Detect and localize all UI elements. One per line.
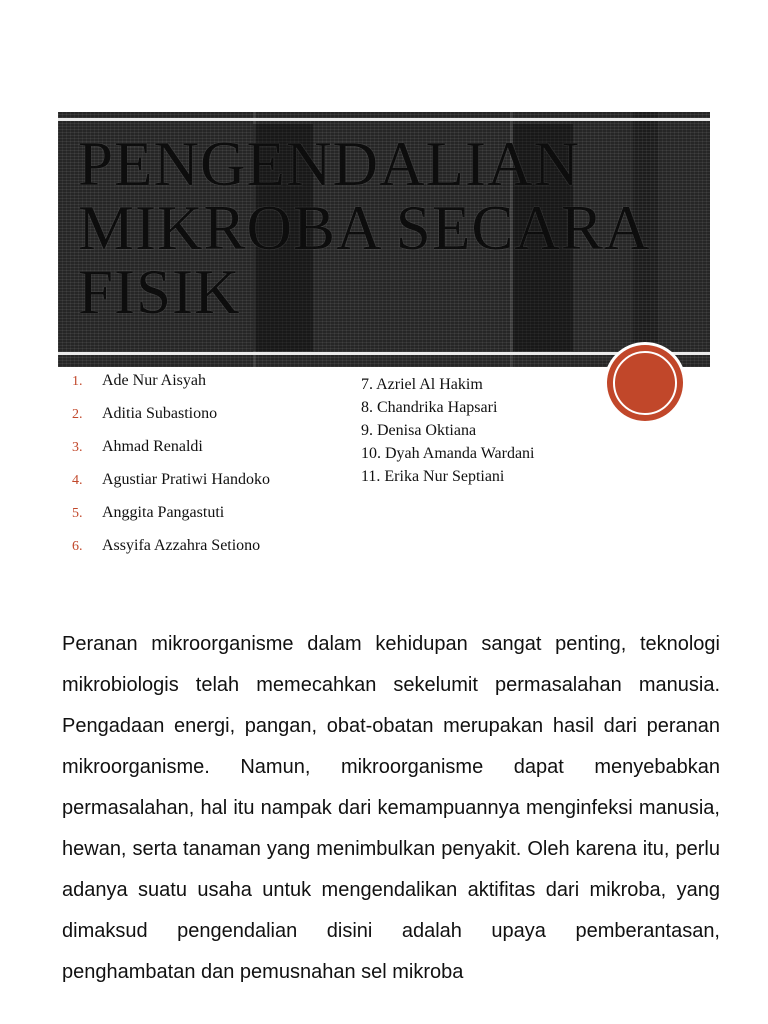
title-line: FISIK: [78, 257, 241, 327]
member-name: Anggita Pangastuti: [102, 504, 225, 521]
title-line: PENGENDALIAN: [78, 129, 580, 199]
member-list-right: [361, 375, 534, 490]
list-item: 10. Dyah Amanda Wardani: [361, 445, 535, 462]
intro-paragraph: Peranan mikroorganisme dalam kehidupan sangat penting, teknologi mikrobiologis telah memecahkan sekelumit permasalahan manusia. Pengadaan energi, pangan, obat-obatan merupakan hasil dari peranan mikroorganisme. Namun, mikroorganisme dapat menyebabkan permasalahan, hal itu nampak dari kemampuannya menginfeksi manusia, hewan, serta tanaman yang menimbulkan penyakit. Oleh karena itu, perlu adanya suatu usaha untuk mengendalikan aktifitas dari mikroba, yang dimaksud pengendalian disini adalah upaya pemberantasan, penghambatan dan pemusnahan sel mikroba: [62, 633, 720, 983]
list-item: 11. Erika Nur Septiani: [361, 468, 505, 485]
list-number: 4.: [72, 473, 83, 488]
list-item: [72, 471, 270, 504]
list-number: 5.: [72, 506, 83, 521]
list-item: [72, 504, 270, 537]
list-number: 1.: [72, 374, 83, 389]
banner-top-rule: [58, 118, 710, 121]
list-item: [72, 438, 270, 471]
member-list-left: [72, 372, 270, 570]
member-name: Ade Nur Aisyah: [102, 372, 206, 389]
member-name: Aditia Subastiono: [102, 405, 218, 422]
list-item: [72, 405, 270, 438]
member-name: Agustiar Pratiwi Handoko: [102, 471, 270, 488]
list-number: 3.: [72, 440, 83, 455]
list-number: 6.: [72, 539, 83, 554]
title-line: MIKROBA SECARA: [78, 193, 651, 263]
title-banner: [58, 112, 710, 367]
member-name: Assyifa Azzahra Setiono: [102, 537, 261, 554]
list-item: [72, 372, 270, 405]
page-title: [78, 129, 698, 327]
list-item: 9. Denisa Oktiana: [361, 422, 477, 439]
banner-bottom-rule: [58, 352, 710, 355]
member-name: Ahmad Renaldi: [102, 438, 203, 455]
list-number: 2.: [72, 407, 83, 422]
list-item: [72, 537, 270, 570]
list-item: 7. Azriel Al Hakim: [361, 376, 483, 393]
decorative-circle-icon: [607, 345, 683, 421]
list-item: 8. Chandrika Hapsari: [361, 399, 498, 416]
